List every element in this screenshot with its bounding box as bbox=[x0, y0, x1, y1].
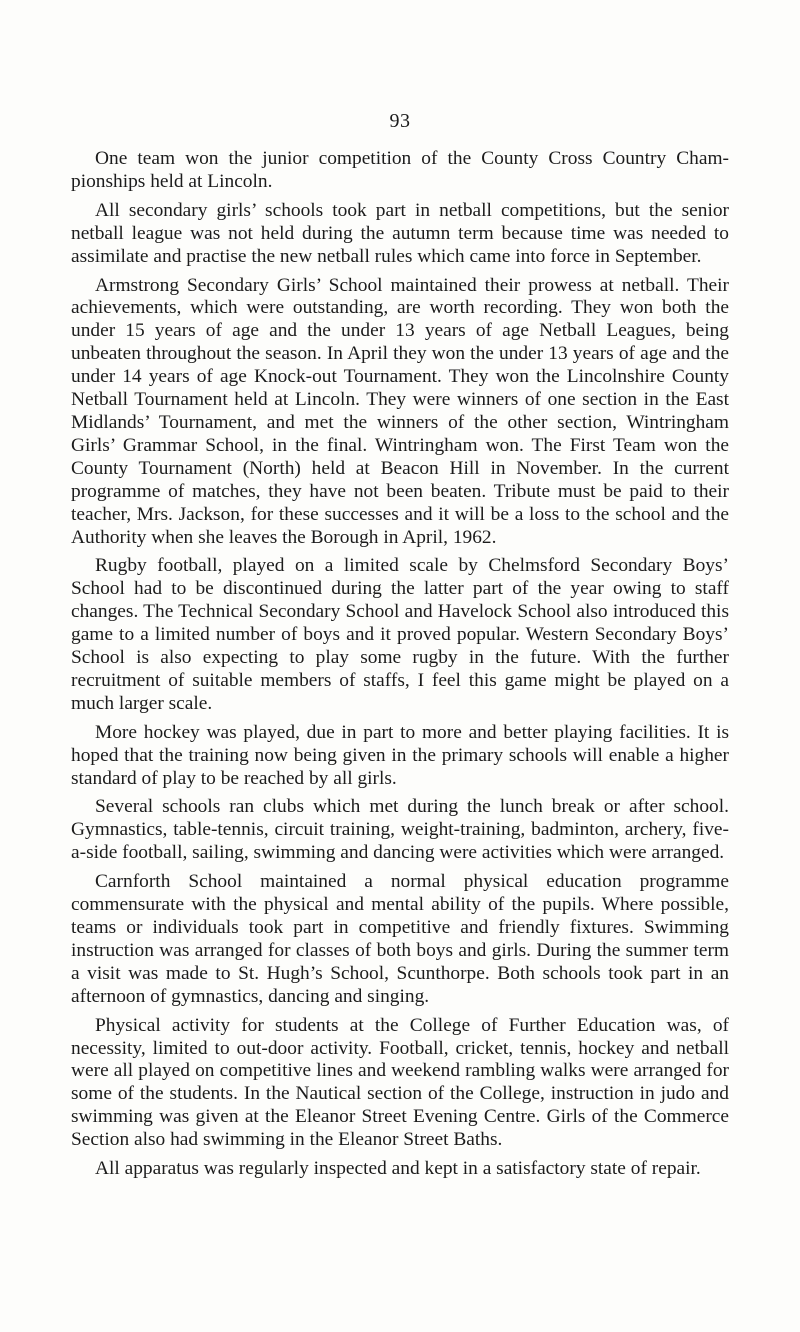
body-text bbox=[71, 148, 729, 1187]
page-number: 93 bbox=[389, 110, 411, 132]
paragraph-cross-country: One team won the junior competition of the County Cross Country Championships held at Lincoln. bbox=[71, 148, 729, 192]
paragraph-armstrong-netball: Armstrong Secondary Girls’ School maintained their prowess at netball. Their achievements, which were outstanding, are worth recording. They won both the under 15 years of age and the under 13 years of age Netball Leagues, being unbeaten throughout the season. In April they won the under 13 years of age and the under 14 years of age Knock-out Tournament. They won the Lincolnshire County Netball Tournament held at Lincoln. They were winners of one section in the East Midlands’ Tournament, and met the winners of the other section, Wintringham Girls’ Grammar School, in the final. Wintringham won. The First Team won the County Tournament (North) held at Beacon Hill in November. In the current programme of matches, they have not been beaten. Tribute must be paid to their teacher, Mrs. Jackson, for these successes and it will be a loss to the school and the Authority when she leaves the Borough in April, 1962. bbox=[71, 274, 729, 548]
paragraph-rugby-football: Rugby football, played on a limited scale by Chelmsford Secondary Boys’ School had to be discontinued during the latter part of the year owing to staff changes. The Technical Secondary School and Havelock School also introduced this game to a limited number of boys and it proved popular. Western Secondary Boys’ School is also expecting to play some rugby in the future. With the further recruitment of suitable members of staffs, I feel this game might be played on a much larger scale. bbox=[71, 555, 729, 714]
paragraph-further-education: Physical activity for students at the College of Further Education was, of necessity, limited to out-door activity. Football, cricket, tennis, hockey and netball were all played on competitive lines and weekend rambling walks were arranged for some of the students. In the Nautical section of the College, instruction in judo and swimming was given at the Eleanor Street Evening Centre. Girls of the Commerce Section also had swimming in the Eleanor Street Baths. bbox=[71, 1014, 729, 1151]
paragraph-hockey: More hockey was played, due in part to more and better playing facilities. It is hoped that the training now being given in the primary schools will enable a higher standard of play to be reached by all girls. bbox=[71, 721, 729, 789]
paragraph-apparatus: All apparatus was regularly inspected and kept in a satisfactory state of repair. bbox=[95, 1158, 701, 1180]
paragraph-netball-league: All secondary girls’ schools took part in netball competitions, but the senior netball league was not held during the autumn term because time was needed to assimilate and practise the new netball rules which came into force in September. bbox=[71, 199, 729, 267]
paragraph-carnforth-school: Carnforth School maintained a normal physical education programme commensurate with the physical and mental ability of the pupils. Where possible, teams or individuals took part in competitive and friendly fixtures. Swimming instruction was arranged for classes of both boys and girls. During the summer term a visit was made to St. Hugh’s School, Scunthorpe. Both schools took part in an afternoon of gymnastics, dancing and singing. bbox=[71, 871, 729, 1007]
paragraph-school-clubs: Several schools ran clubs which met during the lunch break or after school. Gymnastics, table-tennis, circuit training, weight-training, badminton, archery, five-a-side football, sailing, swimming and dancing were activities which were arranged. bbox=[71, 796, 729, 864]
